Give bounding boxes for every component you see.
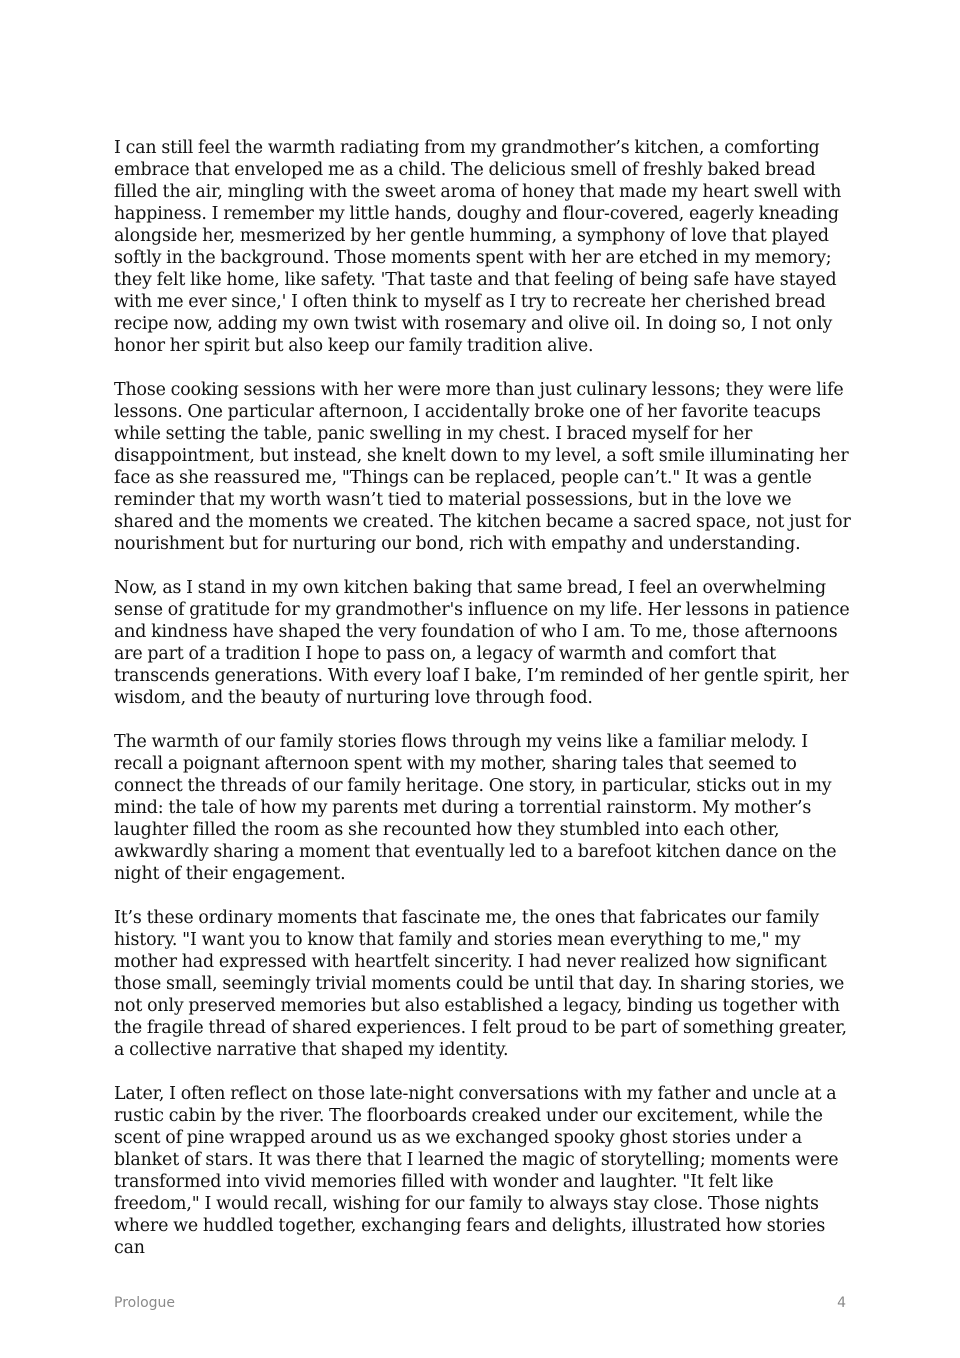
- paragraph-2: Those cooking sessions with her were more than just culinary lessons; they were life lessons. One particular afternoon, I accidentally broke one of her favorite teacups while setting the table, panic swelling in my chest. I braced myself for her disappointment, but instead, she knelt down to my level, a soft smile illuminating her face as she reassured me, "Things can be replaced, people can’t." It was a gentle reminder that my worth wasn’t tied to material possessions, but in the love we shared and the moments we created. The kitchen became a sacred space, not just for nourishment but for nurturing our bond, rich with empathy and understanding.: [114, 380, 851, 554]
- paragraph-3: Now, as I stand in my own kitchen baking that same bread, I feel an overwhelming sense of gratitude for my grandmother's influence on my life. Her lessons in patience and kindness have shaped the very foundation of who I am. To me, those afternoons are part of a tradition I hope to pass on, a legacy of warmth and comfort that transcends generations. With every loaf I bake, I’m reminded of her gentle spirit, her wisdom, and the beauty of nurturing love through food.: [114, 578, 850, 708]
- paragraph-4: The warmth of our family stories flows through my veins like a familiar melody. I recall a poignant afternoon spent with my mother, sharing tales that seemed to connect the threads of our family heritage. One story, in particular, sticks out in my mind: the tale of how my parents met during a torrential rainstorm. My mother’s laughter filled the room as she recounted how they stumbled into each other, awkwardly sharing a moment that eventually led to a barefoot kitchen dance on the night of their engagement.: [114, 732, 837, 884]
- paragraph-5: It’s these ordinary moments that fascinate me, the ones that fabricates our family history. "I want you to know that family and stories mean everything to me," my mother had expressed with heartfelt sincerity. I had never realized how significant those small, seemingly trivial moments could be until that day. In sharing stories, we not only preserved memories but also established a legacy, binding us together with the fragile thread of shared experiences. I felt proud to be part of something greater, a collective narrative that shaped my identity.: [114, 908, 847, 1060]
- footer-section-title: Prologue: [114, 1295, 176, 1311]
- paragraph-1: I can still feel the warmth radiating from my grandmother’s kitchen, a comforting embrace that enveloped me as a child. The delicious smell of freshly baked bread filled the air, mingling with the sweet aroma of honey that made my heart swell with happiness. I remember my little hands, doughy and flour-covered, eagerly kneading alongside her, mesmerized by her gentle humming, a symphony of love that played softly in the background. Those moments spent with her are etched in my memory; they felt like home, like safety. 'That taste and that feeling of being safe have stayed with me ever since,' I often think to myself as I try to recreate her cherished bread recipe now, adding my own twist with rosemary and olive oil. In doing so, I not only honor her spirit but also keep our family tradition alive.: [114, 138, 842, 356]
- paragraph-6: Later, I often reflect on those late-night conversations with my father and uncle at a rustic cabin by the river. The floorboards creaked under our excitement, while the scent of pine wrapped around us as we exchanged spooky ghost stories under a blanket of stars. It was there that I learned the magic of storytelling; moments were transformed into vivid memories filled with wonder and laughter. "It felt like freedom," I would recall, wishing for our family to always stay close. Those nights where we huddled together, exchanging fears and delights, illustrated how stories can: [114, 1084, 839, 1258]
- footer-page-number: 4: [837, 1295, 846, 1311]
- body-text: [114, 137, 854, 1281]
